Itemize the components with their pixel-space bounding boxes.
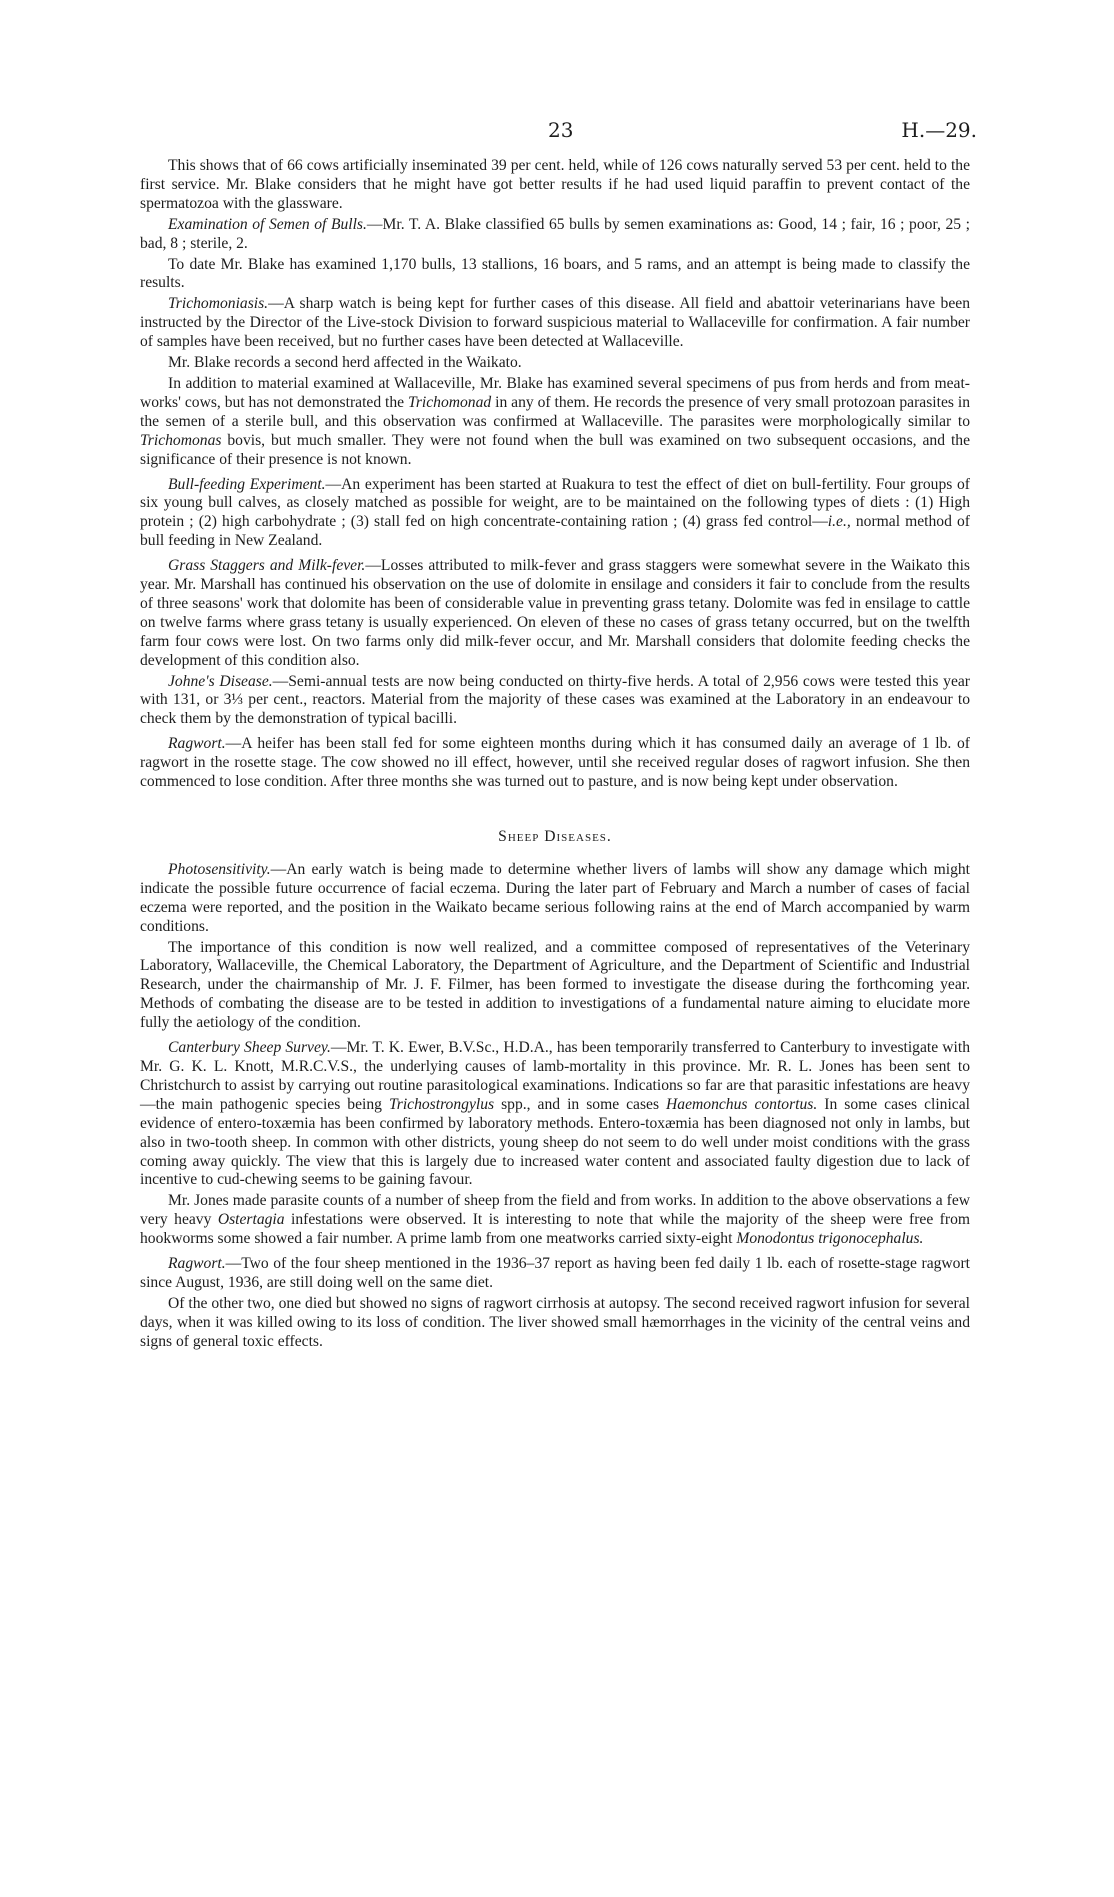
paragraph-trichomoniasis [140,295,970,352]
paragraph-heading: Canterbury Sheep Survey. [168,1039,331,1057]
paragraph-heading: Photosensitivity. [168,860,271,878]
paragraph-text: —Semi-annual tests are now being conducted on thirty-five herds. A total of 2,956 cows were tested this year with 131, or 3⅓ per cent., reactors. Material from the majority of these cases was examined at the Laboratory in an endeavour to check them by the demonstration of typical bacilli. [140,672,970,728]
document-body [140,157,970,1354]
italic-term: Haemonchus contortus. [666,1095,818,1113]
section-heading-sheep-diseases: Sheep Diseases. [498,828,612,845]
paragraph-text: —An experiment has been started at Ruakura to test the effect of diet on bull-fertility. Four groups of six young bull calves, as closely matched as possible for weight, are to be maintained on the following types of diets : (1) High protein ; (2) high carbohydrate ; (3) stall fed on high concentrate-containing ration ; (4) grass fed control— [140,475,970,531]
page-number: 23 [548,118,574,142]
paragraph-heading: Trichomoniasis. [168,295,269,313]
paragraph-text: —An early watch is being made to determine whether livers of lambs will show any damage which might indicate the possible future occurrence of facial eczema. During the later part of February and March a number of cases of facial eczema were reported, and the position in the Waikato became serious following rains at the end of March accompanied by warm conditions. [140,860,970,935]
paragraph-ragwort-cattle [140,735,970,792]
italic-term: i.e., [827,513,851,531]
italic-term: Trichostrongylus [388,1095,495,1113]
italic-term: Trichomonad [408,393,492,411]
paragraph-semen-examination [140,216,970,254]
paragraph-text: spp., and in some cases [494,1095,667,1113]
paragraph-canterbury-survey [140,1039,970,1190]
paragraph-text: —A heifer has been stall fed for some eighteen months during which it has consumed daily an average of 1 lb. of ragwort in the rosette stage. The cow showed no ill effect, however, until she received regular doses of ragwort infusion. She then commenced to lose condition. After three months she was turned out to pasture, and is now being kept under observation. [140,735,970,791]
paragraph-text: Of the other two, one died but showed no signs of ragwort cirrhosis at autopsy. The second received ragwort infusion for several days, when it was killed owing to its loss of condition. The liver showed small hæmorrhages in the vicinity of the central veins and signs of general toxic effects. [140,1294,970,1350]
paragraph-facial-eczema-committee [140,939,970,1034]
paragraph-parasite-counts [140,1192,970,1249]
paragraph-second-herd [140,354,970,373]
italic-term: Monodontus trigonocephalus. [736,1230,924,1248]
paragraph-text: In addition to material examined at Wallaceville, Mr. Blake has examined several specimens of pus from herds and from meat-works' cows, but has not demonstrated the [140,374,970,411]
paragraph-bull-feeding [140,476,970,552]
paragraph-heading: Grass Staggers and Milk-fever. [168,557,366,575]
italic-term: Ostertagia [217,1211,285,1229]
paragraph-text: —Mr. T. K. Ewer, B.V.Sc., H.D.A., has been temporarily transferred to Canterbury to investigate with Mr. G. K. L. Knott, M.R.C.V.S., the underlying causes of lamb-mortality in this province. Mr. R. L. Jones has been sent to Christchurch to assist by carrying out routine parasitological examinations. Indications so far are that parasitic infestations are heavy—the main pathogenic species being [140,1039,971,1113]
paragraph-ragwort-sheep [140,1255,970,1293]
paragraph-heading: Ragwort. [168,1255,226,1273]
paragraph-text: In some cases clinical evidence of entero-toxæmia has been confirmed by laboratory methods. Entero-toxæmia has been diagnosed not only in lambs, but also in two-tooth sheep. In common with other districts, young sheep do not seem to do well under moist conditions with the grass coming away quickly. The view that this is largely due to increased water content and associated faulty digestion due to lack of incentive to cud-chewing seems to be gaining favour. [140,1095,970,1189]
paragraph-animals-examined [140,256,970,294]
paragraph-text: bovis, but much smaller. They were not found when the bull was examined on two subsequent occasions, and the significance of their presence is not known. [140,431,970,468]
paragraph-text: normal method of bull feeding in New Zealand. [140,513,970,550]
paragraph-text: in any of them. He records the presence of very small protozoan parasites in the semen of a sterile bull, and this observation was confirmed at Wallaceville. The parasites were morphologically similar to [140,393,970,430]
paragraph-photosensitivity [140,861,970,937]
paragraph-heading: Johne's Disease. [168,672,273,690]
paragraph-text: Mr. Blake records a second herd affected in the Waikato. [168,354,522,372]
document-code: H.—29. [901,118,977,142]
paragraph-text: —Mr. T. A. Blake classified 65 bulls by semen examinations as: Good, 14 ; fair, 16 ; poor, 25 ; bad, 8 ; sterile, 2. [140,215,970,252]
paragraph-protozoan-parasites [140,375,970,470]
paragraph-heading: Ragwort. [168,735,226,753]
paragraph-text: —Losses attributed to milk-fever and grass staggers were somewhat severe in the Waikato this year. Mr. Marshall has continued his observation on the use of dolomite in ensilage and considers it fair to conclude from the results of three seasons' work that dolomite has been of considerable value in preventing grass tetany. Dolomite was fed in ensilage to cattle on twelve farms where grass tetany is usually experienced. On eleven of these no cases of grass tetany occurred, but on the twelfth farm four cows were lost. On two farms only did milk-fever occur, and Mr. Marshall considers that dolomite feeding checks the development of this condition also. [140,557,970,669]
paragraph-heading: Examination of Semen of Bulls. [168,215,367,233]
paragraph-text: This shows that of 66 cows artificially inseminated 39 per cent. held, while of 126 cows naturally served 53 per cent. held to the first service. Mr. Blake considers that he might have got better results if he had used liquid paraffin to prevent contact of the spermatozoa with the glassware. [140,157,970,212]
paragraph-heading: Bull-feeding Experiment. [168,475,326,493]
italic-term: Trichomonas [140,431,222,449]
paragraph-text: Mr. Jones made parasite counts of a number of sheep from the field and from works. In addition to the above observations a few very heavy [140,1192,970,1229]
paragraph-text: infestations were observed. It is interesting to note that while the majority of the sheep were free from hookworms some showed a fair number. A prime lamb from one meatworks carried sixty-eight [140,1211,970,1248]
paragraph-text: —Two of the four sheep mentioned in the 1936–37 report as having been fed daily 1 lb. each of rosette-stage ragwort since August, 1936, are still doing well on the same diet. [140,1255,970,1291]
paragraph-grass-staggers [140,557,970,670]
paragraph-johnes-disease [140,673,970,730]
paragraph-insemination-results [140,157,970,214]
paragraph-ragwort-outcome [140,1295,970,1352]
paragraph-text: To date Mr. Blake has examined 1,170 bulls, 13 stallions, 16 boars, and 5 rams, and an attempt is being made to classify the results. [140,255,970,292]
paragraph-text: The importance of this condition is now well realized, and a committee composed of representatives of the Veterinary Laboratory, Wallaceville, the Chemical Laboratory, the Department of Agriculture, and the Department of Scientific and Industrial Research, under the chairmanship of Mr. J. F. Filmer, has been formed to investigate the disease during the forthcoming year. Methods of combating the disease are to be tested in addition to investigations of a fundamental nature aiming to elucidate more fully the aetiology of the condition. [140,938,970,1032]
paragraph-text: —A sharp watch is being kept for further cases of this disease. All field and abattoir veterinarians have been instructed by the Director of the Live-stock Division to forward suspicious material to Wallaceville for confirmation. A fair number of samples have been received, but no further cases have been detected at Wallaceville. [140,295,970,351]
